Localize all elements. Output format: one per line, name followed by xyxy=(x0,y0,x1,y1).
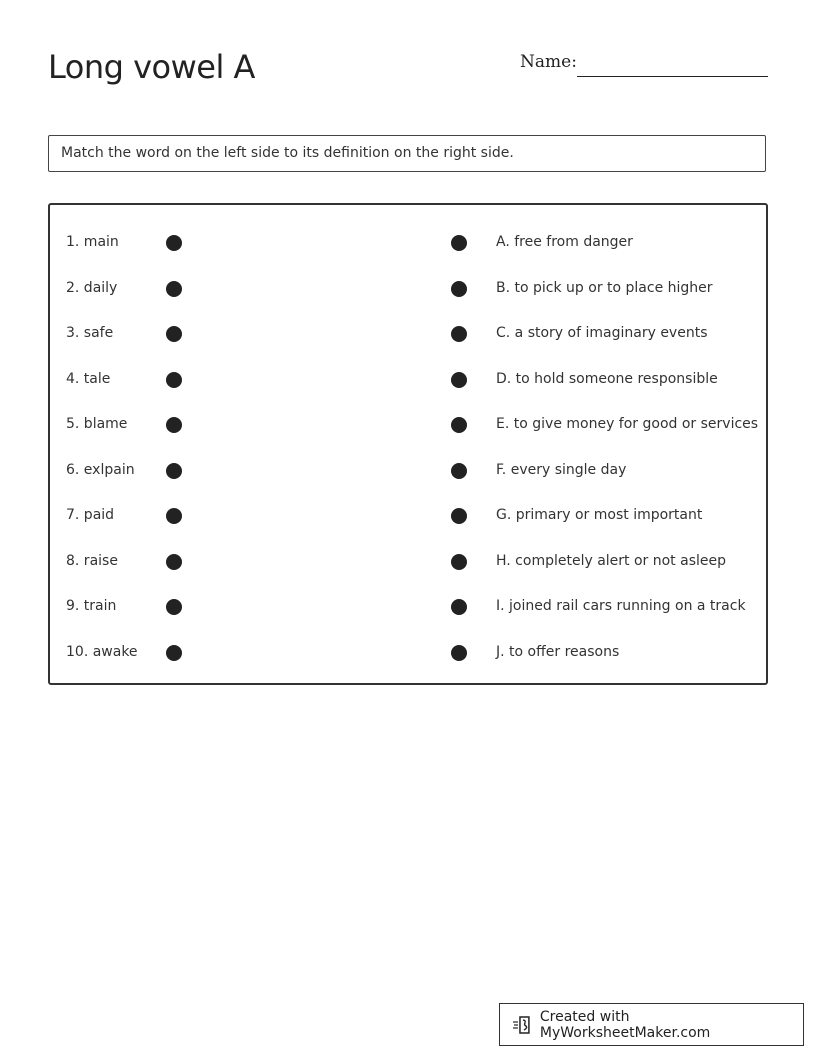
match-row xyxy=(50,595,766,619)
right-dot xyxy=(451,281,467,297)
right-dot xyxy=(451,417,467,433)
right-dot xyxy=(451,508,467,524)
left-dot xyxy=(166,372,182,388)
word-item: 8. raise xyxy=(66,552,118,569)
name-field xyxy=(520,52,770,80)
left-dot xyxy=(166,508,182,524)
word-item: 3. safe xyxy=(66,325,114,341)
match-row xyxy=(50,368,766,392)
definition-item: G. primary or most important xyxy=(496,507,703,523)
left-dot xyxy=(166,599,182,615)
word-item: 4. tale xyxy=(66,370,111,387)
footer-text: Created with MyWorksheetMaker.com xyxy=(539,1008,711,1041)
definition-item: F. every single day xyxy=(496,461,627,478)
page-title: Long vowel A xyxy=(48,48,255,86)
match-row xyxy=(50,277,766,301)
definition-item: I. joined rail cars running on a track xyxy=(496,598,746,614)
word-item: 6. exlpain xyxy=(66,461,135,478)
match-row xyxy=(50,322,766,346)
match-row xyxy=(50,550,766,574)
right-dot xyxy=(451,599,467,615)
left-dot xyxy=(166,554,182,570)
right-dot xyxy=(451,554,467,570)
left-dot xyxy=(166,326,182,342)
left-dot xyxy=(166,645,182,661)
definition-item: H. completely alert or not asleep xyxy=(496,552,727,569)
word-item: 7. paid xyxy=(66,507,115,523)
left-dot xyxy=(166,235,182,251)
match-row xyxy=(50,413,766,437)
left-dot xyxy=(166,463,182,479)
word-item: 10. awake xyxy=(66,643,138,660)
definition-item: C. a story of imaginary events xyxy=(496,325,708,341)
footer-credit[interactable] xyxy=(499,1003,804,1046)
match-row xyxy=(50,459,766,483)
right-dot xyxy=(451,235,467,251)
instructions-box: Match the word on the left side to its definition on the right side. xyxy=(48,135,766,172)
word-item: 2. daily xyxy=(66,279,118,296)
word-item: 1. main xyxy=(66,234,119,250)
name-blank-line xyxy=(577,76,768,77)
name-label: Name: xyxy=(520,52,577,72)
match-row xyxy=(50,504,766,528)
definition-item: J. to offer reasons xyxy=(496,643,620,660)
match-row xyxy=(50,231,766,255)
right-dot xyxy=(451,326,467,342)
word-item: 5. blame xyxy=(66,416,128,432)
word-item: 9. train xyxy=(66,598,117,614)
right-dot xyxy=(451,463,467,479)
definition-item: E. to give money for good or services xyxy=(496,416,759,432)
left-dot xyxy=(166,417,182,433)
right-dot xyxy=(451,372,467,388)
right-dot xyxy=(451,645,467,661)
matching-box xyxy=(48,203,768,685)
worksheet-maker-logo-icon xyxy=(512,1014,534,1036)
left-dot xyxy=(166,281,182,297)
definition-item: A. free from danger xyxy=(496,234,633,250)
match-row xyxy=(50,641,766,665)
definition-item: D. to hold someone responsible xyxy=(496,370,718,387)
definition-item: B. to pick up or to place higher xyxy=(496,279,713,296)
